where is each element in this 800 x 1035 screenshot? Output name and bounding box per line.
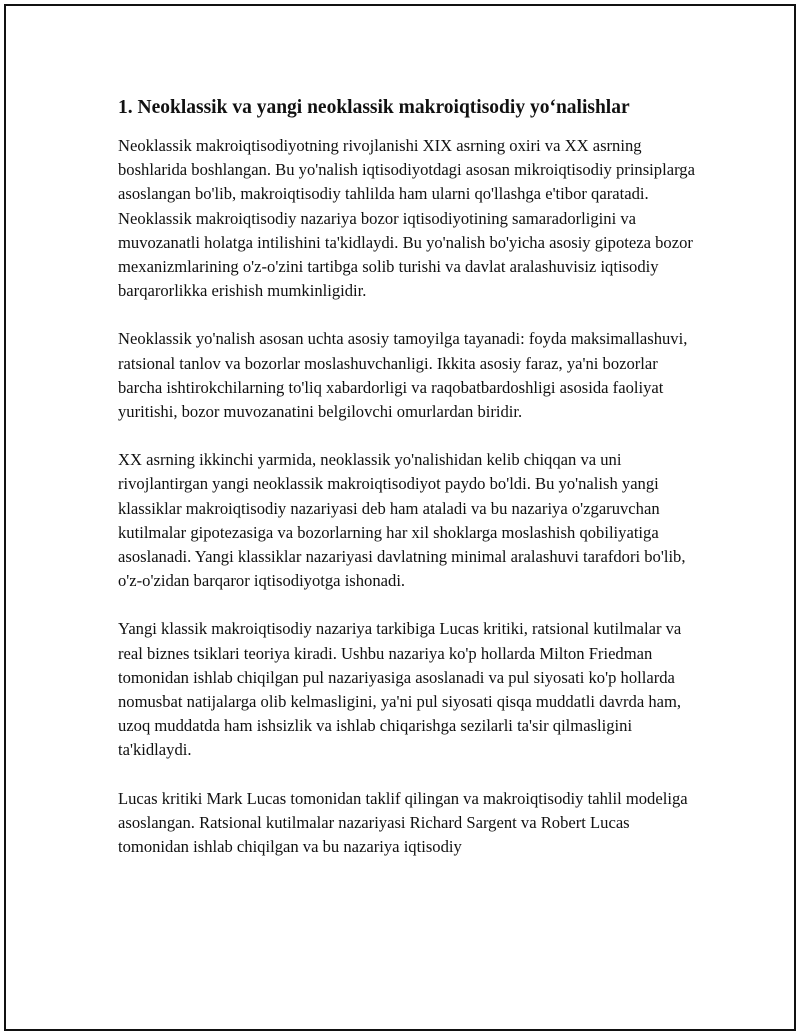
paragraph-5: Lucas kritiki Mark Lucas tomonidan taklif qilingan va makroiqtisodiy tahlil modeliga asoslangan. Ratsional kutilmalar nazariyasi Richard Sargent va Robert Lucas tomonidan ishlab chiqilgan va bu nazariya iqtisodiy: [118, 788, 688, 857]
paragraph-2: Neoklassik yo'nalish asosan uchta asosiy tamoyilga tayanadi: foyda maksimallashuvi, ratsional tanlov va bozorlar moslashuvchanligi. Ikkita asosiy faraz, ya'ni bozorlar barcha ishtirokchilarning to'liq xabardorligi va raqobatbardoshligi asosida faoliyat yuritishi, bozor muvozanatini belgilovchi omurlardan biridir.: [118, 329, 688, 422]
paragraph-4: Yangi klassik makroiqtisodiy nazariya tarkibiga Lucas kritiki, ratsional kutilmalar va real biznes tsiklari teoriya kiradi. Ushbu nazariya ko'p hollarda Milton Friedman tomonidan ishlab chiqilgan pul nazariyasiga asoslanadi va pul siyosati ko'p hollarda nomusbat natijalarga olib kelmasligini, ya'ni pul siyosati qisqa muddatli davrda ham, uzoq muddatda ham ishsizlik va ishlab chiqarishga sezilarli ta'sir qilmasligini ta'kidlaydi.: [118, 619, 682, 760]
section-title: 1. Neoklassik va yangi neoklassik makroiqtisodiy yo‘nalishlar: [118, 97, 630, 118]
paragraph-1: Neoklassik makroiqtisodiyotning rivojlanishi XIX asrning oxiri va XX asrning boshlarida boshlangan. Bu yo'nalish iqtisodiyotdagi asosan mikroiqtisodiy prinsiplarga asoslangan bo'lib, makroiqtisodiy tahlilda ham ularni qo'llashga e'tibor qaratadi. Neoklassik makroiqtisodiy nazariya bozor iqtisodiyotining samaradorligini va muvozanatli holatga intilishini ta'kidlaydi. Bu yo'nalish bo'yicha asosiy gipoteza bozor mexanizmlarining o'z-o'zini tartibga solib turishi va davlat aralashuvisiz iqtisodiy barqarorlikka erishish mumkinligidir.: [118, 136, 695, 301]
document-body: [118, 96, 698, 883]
paragraph-3: XX asrning ikkinchi yarmida, neoklassik yo'nalishidan kelib chiqqan va uni rivojlantirgan yangi neoklassik makroiqtisodiyot paydo bo'ldi. Bu yo'nalish yangi klassiklar makroiqtisodiy nazariyasi deb ham ataladi va bu nazariya o'zgaruvchan kutilmalar gipotezasiga va bozorlarning har xil shoklarga moslashish qobiliyatiga asoslanadi. Yangi klassiklar nazariyasi davlatning minimal aralashuvi tarafdori bo'lib, o'z-o'zidan barqaror iqtisodiyotga ishonadi.: [118, 450, 686, 591]
